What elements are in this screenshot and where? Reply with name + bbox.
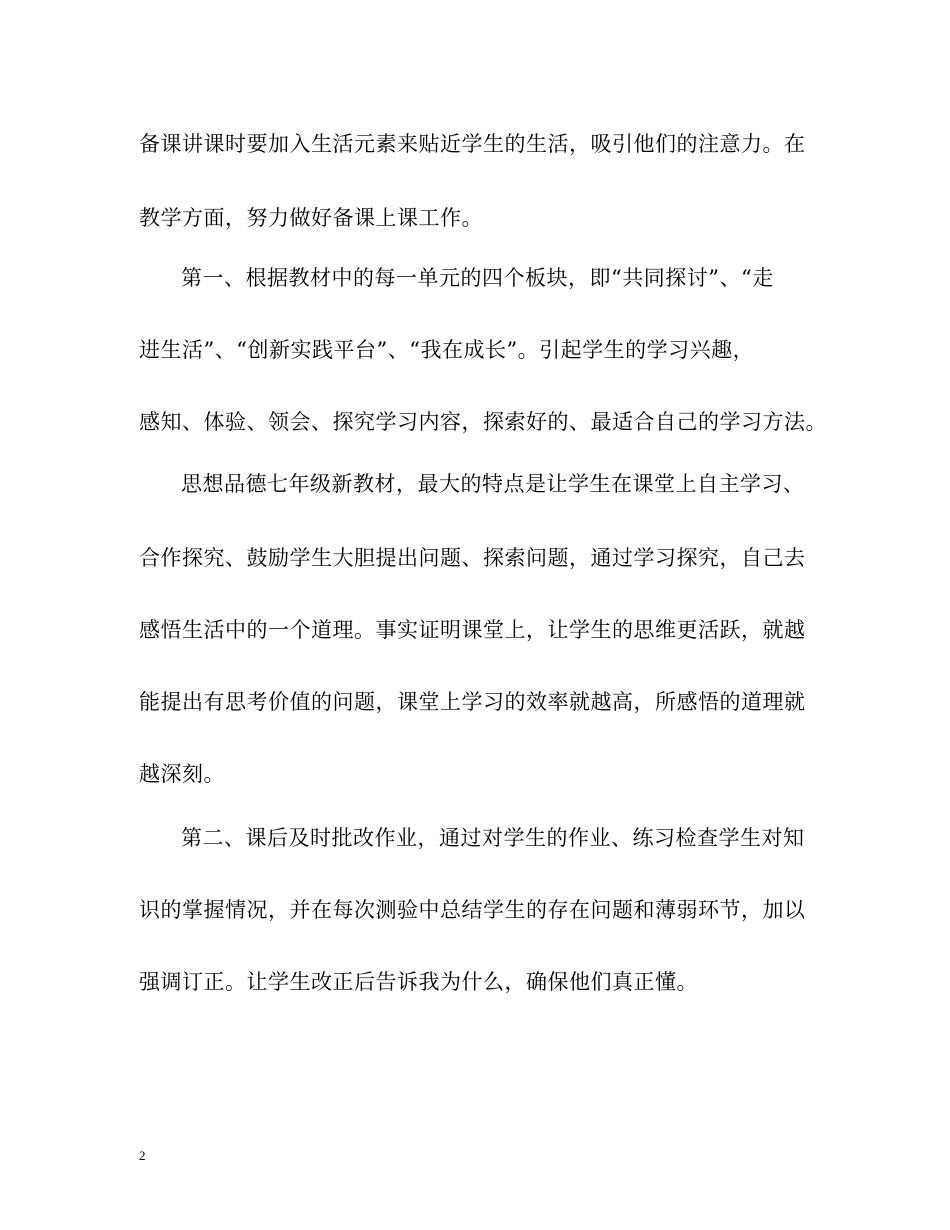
text-line-12: 识的掌握情况，并在每次测验中总结学生的存在问题和薄弱环节，加以 [139,898,806,922]
text-line-7: 合作探究、鼓励学生大胆提出问题、探索问题，通过学习探究，自己去 [139,546,806,570]
text-line-6: 思想品德七年级新教材，最大的特点是让学生在课堂上自主学习、 [181,472,805,496]
text-line-2: 教学方面，努力做好备课上课工作。 [139,206,483,230]
text-line-10: 越深刻。 [139,762,225,786]
text-line-9: 能提出有思考价值的问题，课堂上学习的效率就越高，所感悟的道理就 [139,690,806,714]
text-line-4: 进生活”、“创新实践平台”、“我在成长”。引起学生的学习兴趣， [139,338,755,362]
text-line-1: 备课讲课时要加入生活元素来贴近学生的生活，吸引他们的注意力。在 [139,132,806,156]
text-line-3: 第一、根据教材中的每一单元的四个板块，即“共同探讨”、“走 [181,266,774,290]
text-line-5: 感知、体验、领会、探究学习内容，探索好的、最适合自己的学习方法。 [139,410,827,434]
text-line-13: 强调订正。让学生改正后告诉我为什么，确保他们真正懂。 [139,970,698,994]
text-line-11: 第二、课后及时批改作业，通过对学生的作业、练习检查学生对知 [181,826,805,850]
page-number: 2 [139,1148,146,1163]
text-line-8: 感悟生活中的一个道理。事实证明课堂上，让学生的思维更活跃，就越 [139,618,806,642]
